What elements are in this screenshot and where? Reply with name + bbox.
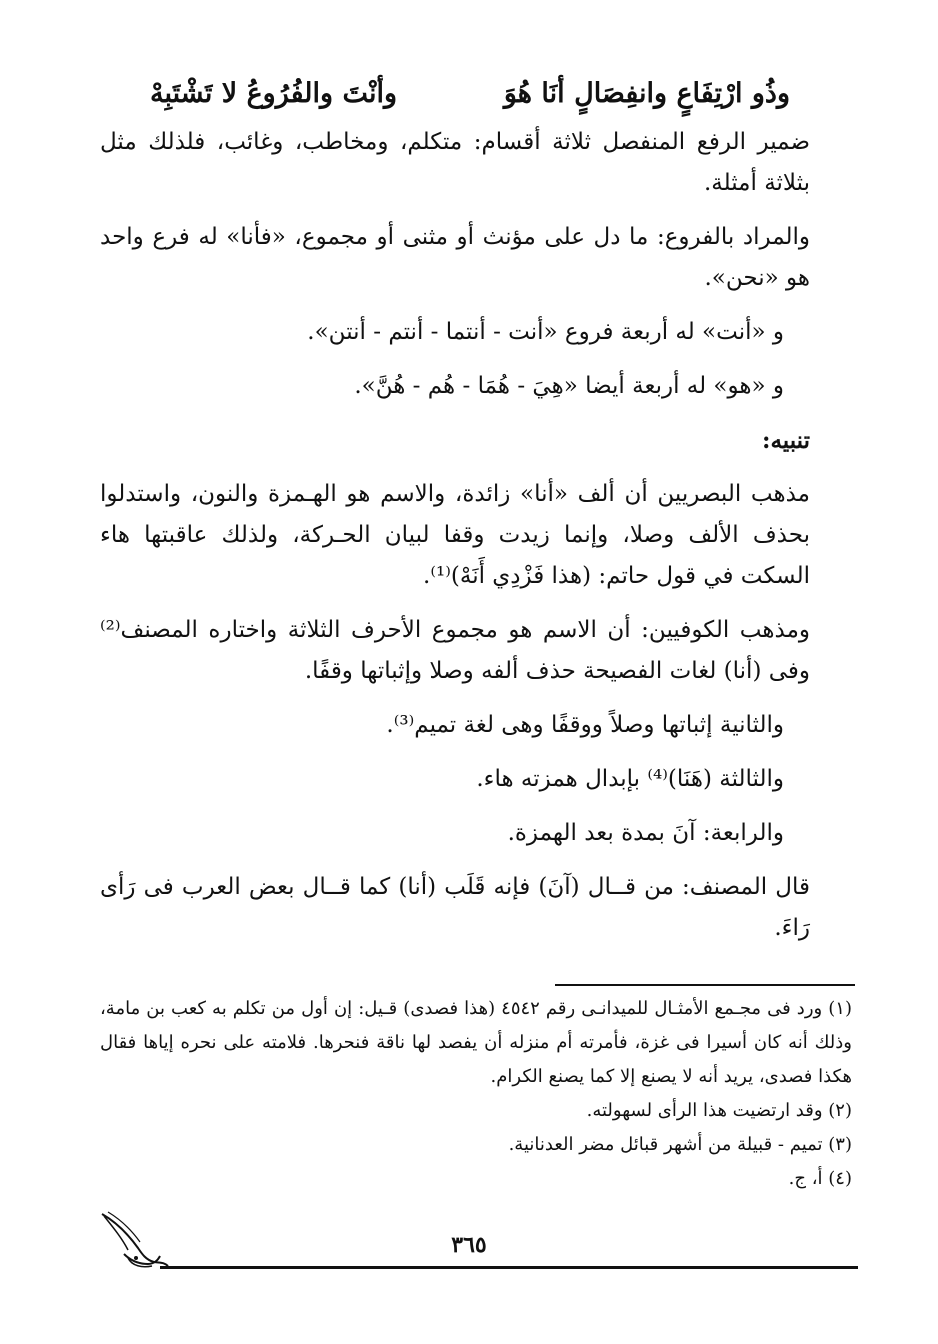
footnote-3: (٣) تميم - قبيلة من أشهر قبائل مضر العدنانية.	[508, 1134, 852, 1155]
footnote-2: (٢) وقد ارتضيت هذا الرأى لسهولته.	[586, 1100, 852, 1121]
paragraph-basri-school: مذهب البصريين أن ألف «أنا» زائدة، والاسم هو الهـمزة والنون، واستدلوا بحذف الألف وصلا، وإنما زيدت وقفا لبيان الحـركة، ولذلك عاقبتها هاء السكت في قول حاتم: (هذا فَزْدِي أَنَهْ)⁽¹⁾.	[100, 481, 810, 589]
commentary-text	[100, 122, 810, 962]
paragraph-author-quote: قال المصنف: من قــال (آنَ) فإنه قَلَب (أنا) كما قــال بعض العرب فى رَأى رَاءَ.	[100, 874, 810, 941]
paragraph-huwa-branches: و «هو» له أربعة أيضا «هِيَ - هُمَا - هُم - هُنَّ».	[354, 373, 784, 399]
paragraph-second-dialect: والثانية إثباتها وصلاً ووقفًا وهى لغة تميم⁽³⁾.	[386, 712, 784, 738]
paragraph-kufi-school: ومذهب الكوفيين: أن الاسم هو مجموع الأحرف الثلاثة واختاره المصنف⁽²⁾ وفى (أنا) لغات الفصيحة حذف ألفه وصلا وإثباتها وقفًا.	[100, 617, 810, 684]
quill-icon	[98, 1208, 170, 1272]
verse-hemistich-right: وذُو ارْتِفَاعٍ وانفِصَالٍ أنَا هُوَ	[503, 77, 790, 109]
footnote-4: (٤) أ، ج.	[788, 1168, 852, 1189]
verse-hemistich-left: وأنْتَ والفُرُوعُ لا تَشْتَبِهْ	[150, 77, 398, 109]
paragraph-pronoun-types: ضمير الرفع المنفصل ثلاثة أقسام: متكلم، ومخاطب، وغائب، فلذلك مثل بثلاثة أمثلة.	[100, 129, 810, 196]
bottom-divider	[160, 1266, 858, 1269]
note-heading: تنبيه:	[761, 427, 810, 454]
page-number: ٣٦٥	[451, 1232, 487, 1258]
paragraph-fourth-dialect: والرابعة: آنَ بمدة بعد الهمزة.	[507, 820, 784, 846]
paragraph-third-dialect: والثالثة (هَنَا)⁽⁴⁾ بإبدال همزته هاء.	[476, 766, 784, 792]
footnotes-section	[100, 992, 852, 1196]
paragraph-branches-definition: والمراد بالفروع: ما دل على مؤنث أو مثنى أو مجموع، «فأنا» له فرع واحد هو «نحن».	[100, 224, 810, 291]
paragraph-anta-branches: و «أنت» له أربعة فروع «أنت - أنتما - أنتم - أنتن».	[307, 319, 784, 345]
poem-verse	[150, 70, 790, 116]
footnote-1: (١) ورد فى مجـمع الأمثـال للميدانـى رقم ٤٥٤٢ (هذا فصدى) قـيل: إن أول من تكلم به كعب بن مامة، وذلك أنه كان أسيرا فى غزة، فأمرته أم منزله أن يفصد لها ناقة فنحرها. فلامته على نحره إياها فقال هكذا فصدى، يريد أنه لا يصنع إلا كما يصنع الكرام.	[100, 998, 852, 1087]
footnote-divider	[555, 984, 855, 986]
